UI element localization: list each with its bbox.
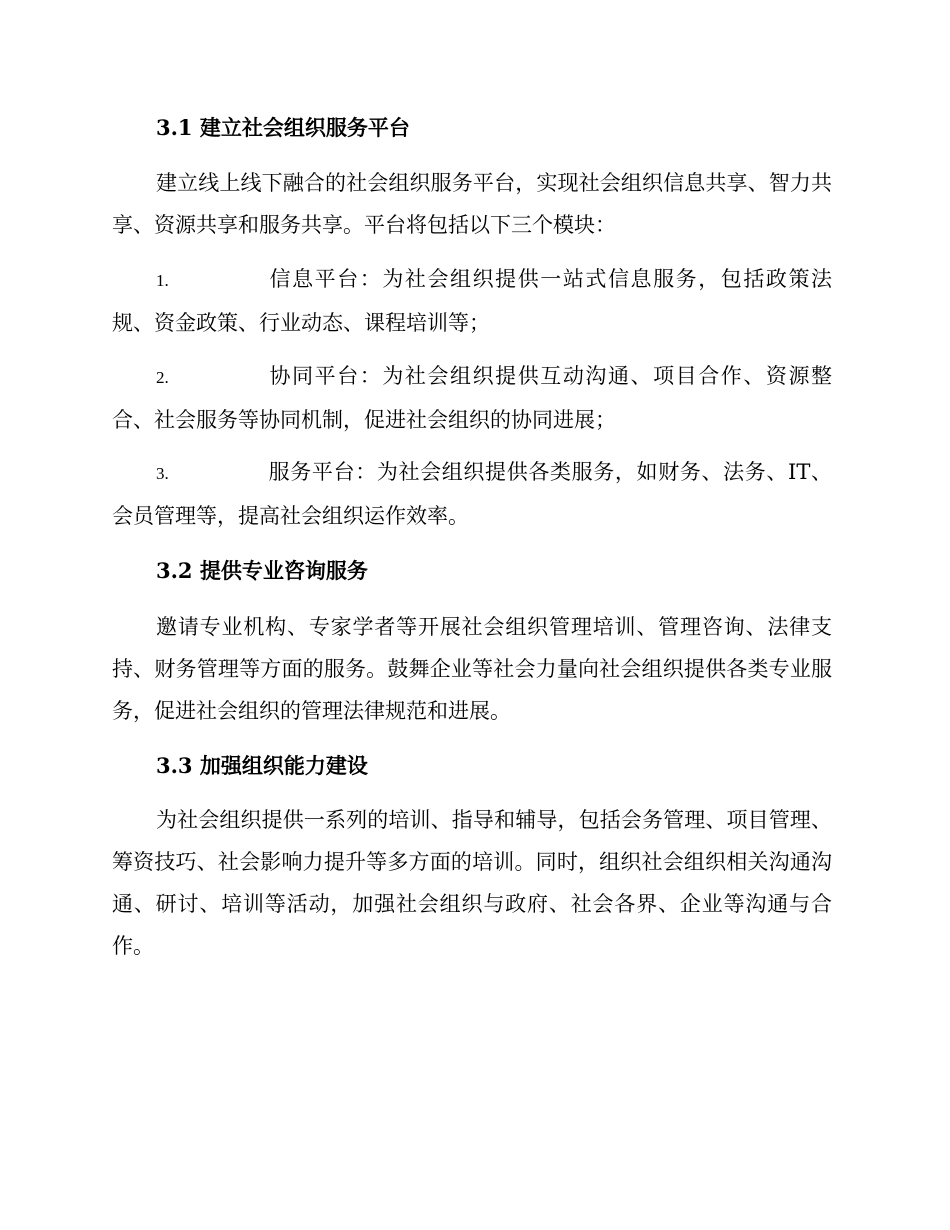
- section-heading-3-1: 3.1 建立社会组织服务平台: [156, 115, 410, 140]
- section-heading-3-2: 3.2 提供专业咨询服务: [156, 558, 368, 583]
- section-3-2-body: 邀请专业机构、专家学者等开展社会组织管理培训、管理咨询、法律支持、财务管理等方面的服务。鼓舞企业等社会力量向社会组织提供各类专业服务，促进社会组织的管理法律规范和进展。: [112, 615, 832, 723]
- list-marker: 3.: [156, 464, 169, 483]
- list-item-text: 服务平台：为社会组织提供各类服务，如财务、法务、IT、会员管理等，提高社会组织运作效率。: [112, 460, 832, 528]
- list-marker: 2.: [156, 368, 169, 387]
- list-marker: 1.: [156, 271, 169, 290]
- list-item-1: [112, 258, 832, 344]
- section-heading-3-3: 3.3 加强组织能力建设: [156, 753, 368, 778]
- list-item-text: 协同平台：为社会组织提供互动沟通、项目合作、资源整合、社会服务等协同机制，促进社会组织的协同进展；: [112, 364, 832, 432]
- section-3-3-body: 为社会组织提供一系列的培训、指导和辅导，包括会务管理、项目管理、筹资技巧、社会影响力提升等多方面的培训。同时，组织社会组织相关沟通沟通、研讨、培训等活动，加强社会组织与政府、社会各界、企业等沟通与合作。: [112, 808, 832, 958]
- list-item-3: [112, 451, 832, 537]
- list-item-2: [112, 355, 832, 441]
- section-3-1-intro: 建立线上线下融合的社会组织服务平台，实现社会组织信息共享、智力共享、资源共享和服务共享。平台将包括以下三个模块：: [112, 171, 832, 237]
- list-item-text: 信息平台：为社会组织提供一站式信息服务，包括政策法规、资金政策、行业动态、课程培训等；: [112, 267, 832, 335]
